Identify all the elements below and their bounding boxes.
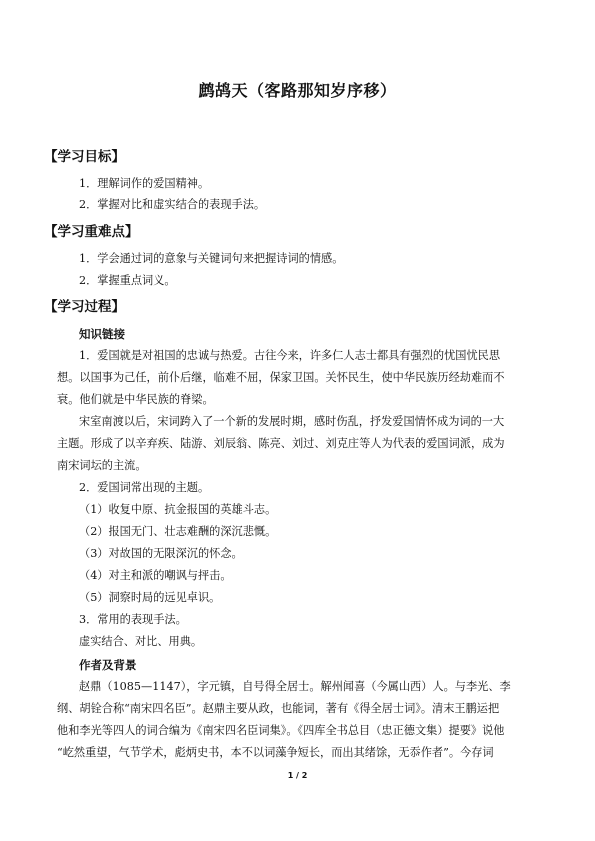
paragraph-line: 2．爱国词常出现的主题。 [79,481,210,494]
paragraph-line: 1．爱国就是对祖国的忠诚与热爱。古往今来，许多仁人志士都具有强烈的忧国忧民思 [79,349,501,362]
list-item: （1）收复中原、抗金报国的英雄斗志。 [79,503,277,516]
paragraph-line: 宋室南渡以后，宋词跨入了一个新的发展时期，感时伤乱，抒发爱国情怀成为词的一大 [79,415,505,428]
page-title: 鹧鸪天（客路那知岁序移） [198,81,397,100]
list-item: （5）洞察时局的远见卓识。 [79,591,221,604]
paragraph-line: 3．常用的表现手法。 [79,613,187,626]
objective-item: 1．理解词作的爱国精神。 [79,177,210,190]
key-point-item: 2．掌握重点词义。 [79,274,176,287]
list-item: （3）对故国的无限深沉的怀念。 [79,547,243,560]
paragraph-line: “屹然重望，气节学术，彪炳史书，本不以词藻争短长，而出其绪馀，无忝作者”。今存词 [57,746,494,759]
paragraph-line: 赵鼎（1085—1147），字元镇，自号得全居士。解州闻喜（今属山西）人。与李光、李 [79,680,511,693]
paragraph-line: 他和李光等四人的词合编为《南宋四名臣词集》。《四库全书总目（忠正德文集）提要》说他 [57,724,505,737]
objective-item: 2．掌握对比和虚实结合的表现手法。 [79,198,266,211]
page-number: 1 / 2 [287,771,308,780]
paragraph-line: 衰。他们就是中华民族的脊梁。 [57,393,214,406]
subheading-knowledge: 知识链接 [79,327,125,341]
section-heading-objectives: 【学习目标】 [44,149,125,165]
paragraph-line: 纲、胡铨合称“南宋四名臣”。赵鼎主要从政，也能词，著有《得全居士词》。清末王鹏运把 [57,702,500,715]
key-point-item: 1．学会通过词的意象与关键词句来把握诗词的情感。 [79,252,344,265]
paragraph-line: 主题。形成了以辛弃疾、陆游、刘辰翁、陈亮、刘过、刘克庄等人为代表的爱国词派，成为 [57,437,505,450]
section-heading-key-points: 【学习重难点】 [44,224,139,240]
subheading-author: 作者及背景 [79,658,137,672]
paragraph-line: 想。以国事为己任，前仆后继，临难不屈，保家卫国。关怀民生，使中华民族历经劫难而不 [57,371,505,384]
paragraph-line: 虚实结合、对比、用典。 [79,635,203,648]
list-item: （4）对主和派的嘲讽与抨击。 [79,569,232,582]
paragraph-line: 南宋词坛的主流。 [57,459,147,472]
list-item: （2）报国无门、壮志难酬的深沉悲慨。 [79,525,277,538]
section-heading-process: 【学习过程】 [44,299,125,315]
